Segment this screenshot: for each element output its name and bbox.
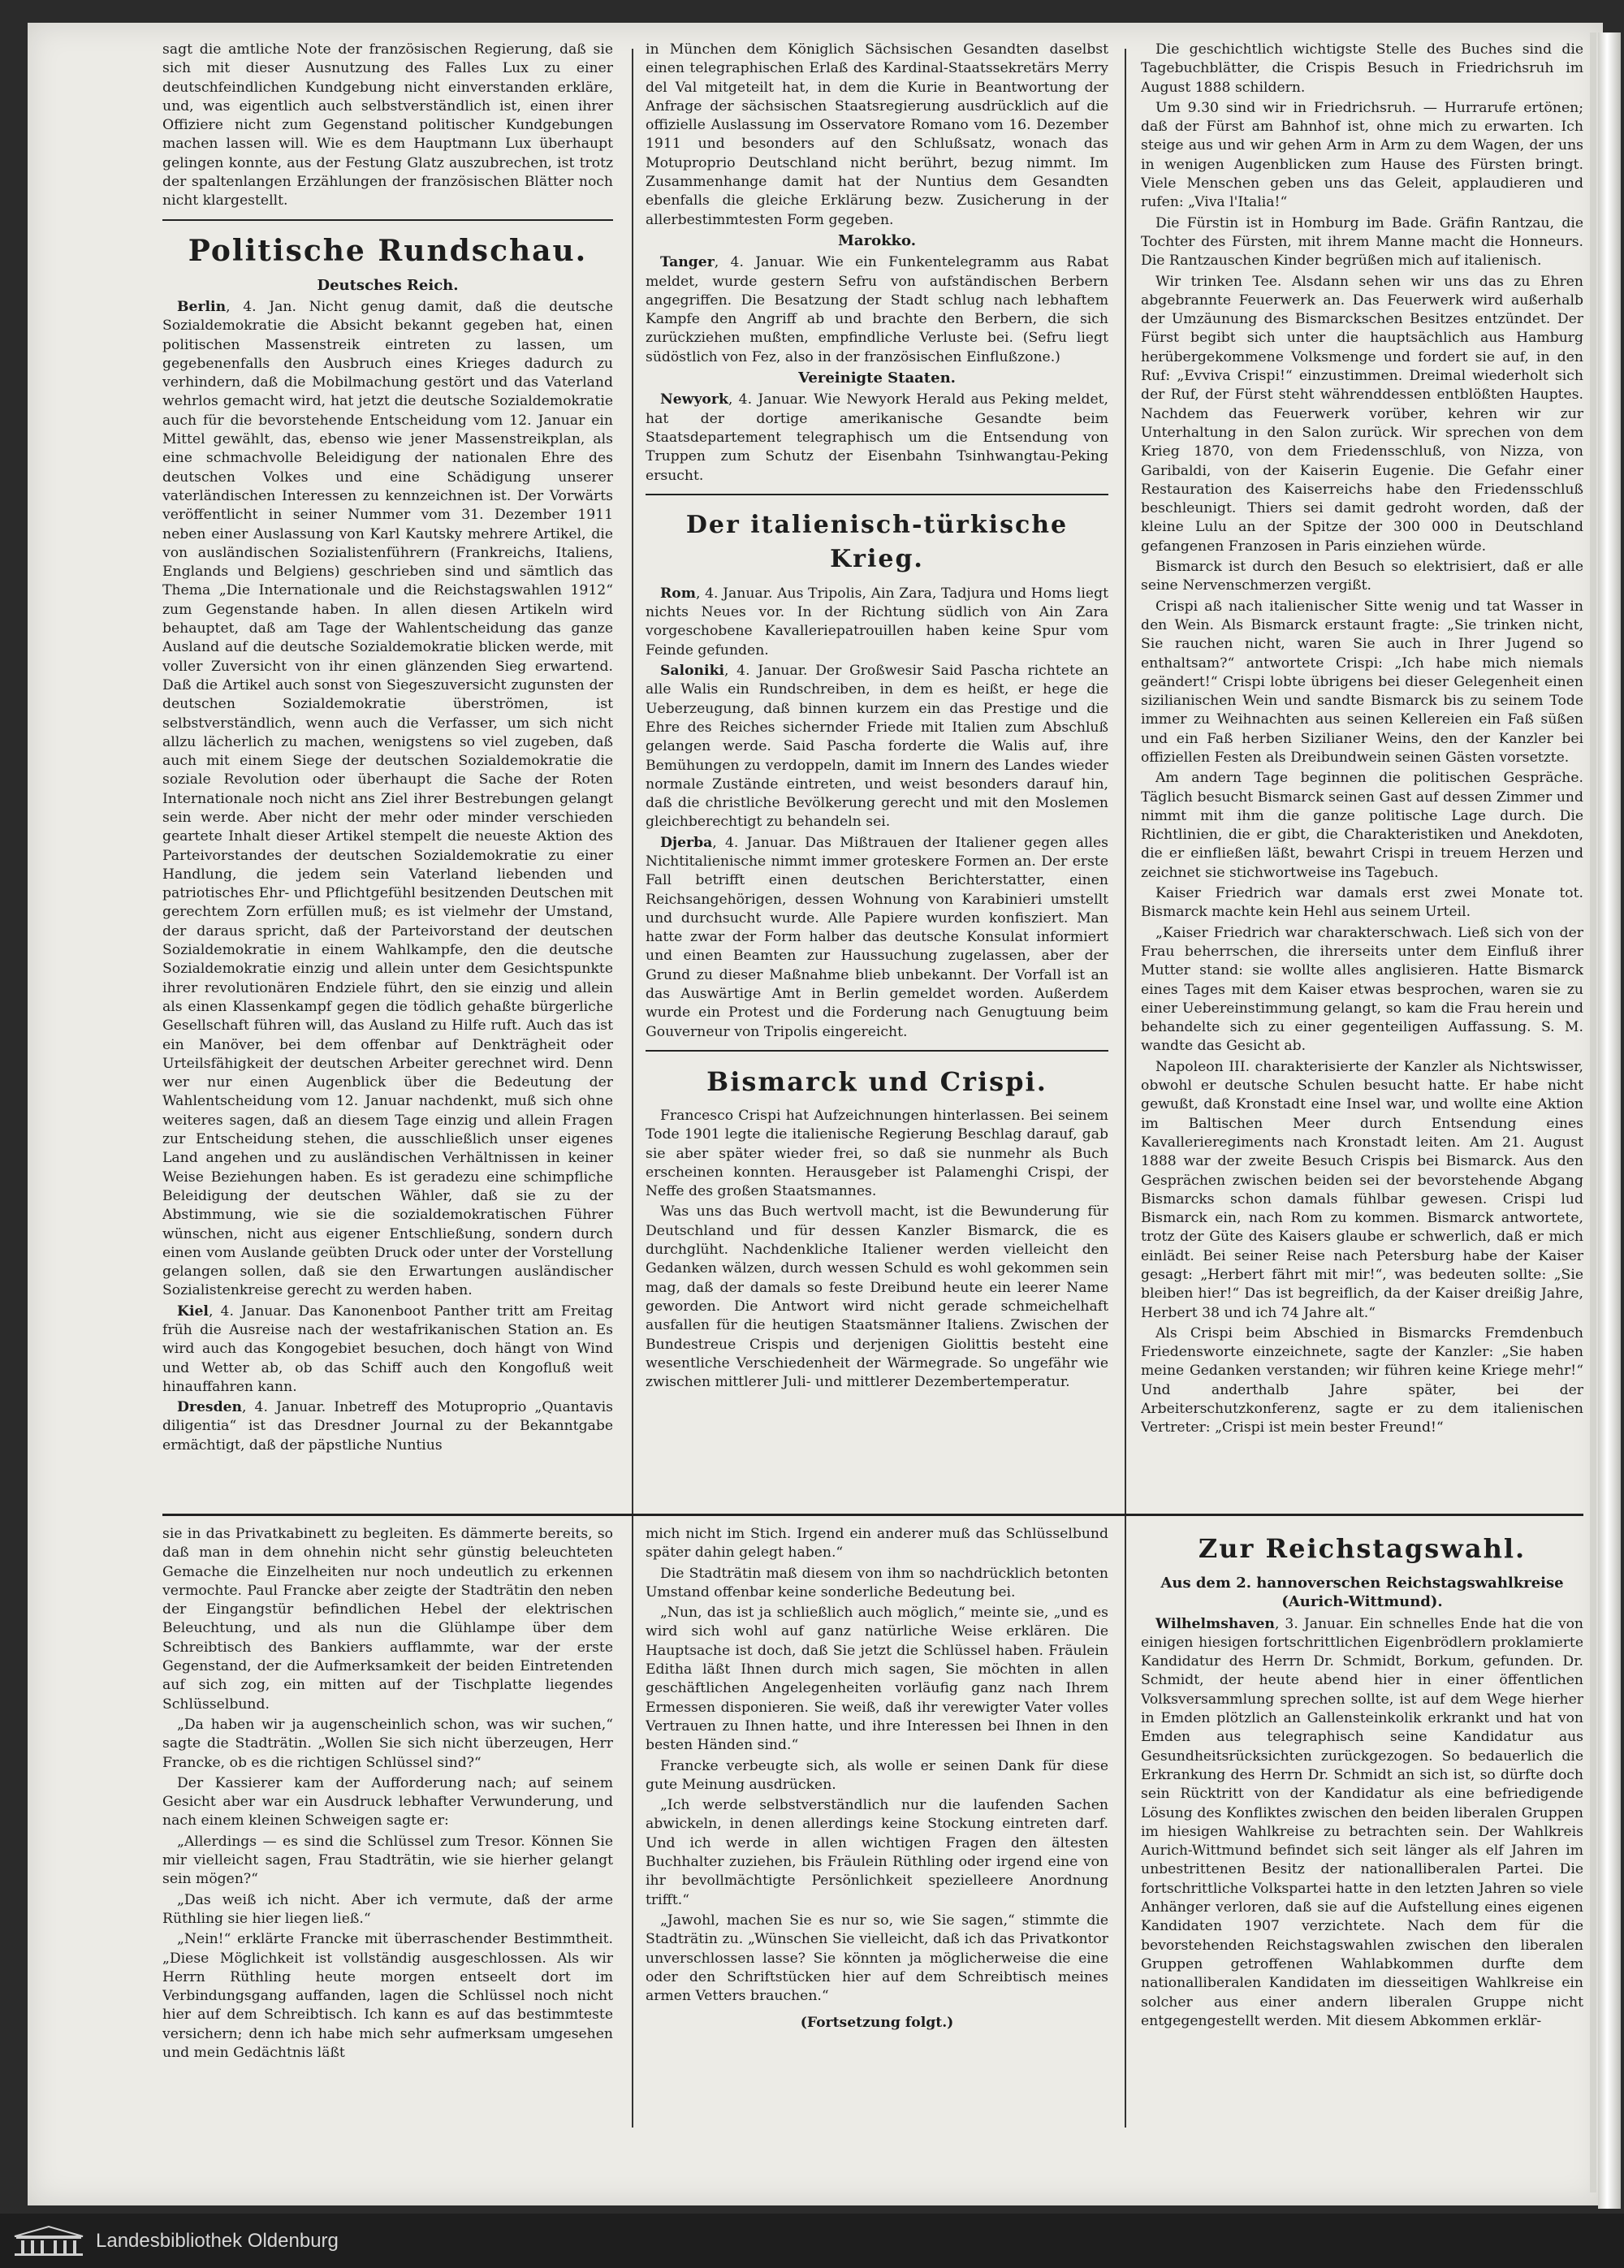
dateline: Dresden <box>177 1399 243 1416</box>
subsection-heading: Vereinigte Staaten. <box>798 369 956 387</box>
library-name: Landesbibliothek Oldenburg <box>96 2229 339 2252</box>
column-divider <box>632 49 633 2128</box>
news-item: Wilhelmshaven, 3. Januar. Ein schnelles Ende hat die von einigen hiesigen fortschrittlichen Eigenbrödlern proklamierte Kandidatur des Herrn Dr. Schmidt, Borkum, gefunden. Dr. Schmidt, der heute abend hier in einer öffentlichen Volksversammlung sprechen sollte, ist auf dem Wege hierher in Emden plötzlich an Gallensteinkolik erkrankt und hat von Emden aus telegraphisch seine Kandidatur aus Gesundheitsrücksichten zurückgezogen. So bedauerlich die Erkrankung des Herrn Dr. Schmidt an sich ist, so dürfte doch sein Rücktritt von der Kandidatur als eine befriedigende Lösung des Konfliktes zwischen den beiden liberalen Gruppen im hiesigen Wahlkreise zu betrachten sein. Der Wahlkreis Aurich-Wittmund befindet sich seit länger als elf Jahren im unbestrittenen Besitz der nationalliberalen Partei. Die fortschrittliche Volkspartei hatte in den letzten Jahren so viele Anhänger verloren, daß sie auf die Aufstellung eines eigenen Kandidaten 1907 verzichtete. Nach dem für die bevorstehenden Reichstagswahlen zwischen den liberalen Gruppen getroffenen Wahlabkommen durfte dem nationalliberalen Kandidaten im diesseitigen Wahlkreise ein solcher aus einer andern liberalen Gruppe nicht entgegengestellt werden. Mit diesem Abkommen erklär- <box>1141 1615 1583 2029</box>
story-text: „Allerdings — es sind die Schlüssel zum Tresor. Können Sie mir vielleicht sagen, Frau Stadträtin, wie sie hierher gelangt sein mögen?“ <box>162 1833 613 1888</box>
column-1 <box>162 41 613 1514</box>
election-column <box>1141 1525 1583 2126</box>
dateline: Berlin <box>177 298 227 315</box>
dateline: Rom <box>660 585 696 602</box>
story-text: „Jawohl, machen Sie es nur so, wie Sie sagen,“ stimmte die Stadträtin zu. „Wünschen Sie vielleicht, daß ich das Privatkontor unverschlossen lasse? Sie könnten ja möglicherweise die eine oder den Schriftstücken hier auf dem Schreibtisch meines armen Vetters brauchen.“ <box>646 1912 1108 2005</box>
news-item: Djerba, 4. Januar. Das Mißtrauen der Italiener gegen alles Nichtitalienische nimmt immer groteskere Formen an. Der erste Fall betrifft einen deutschen Berichterstatter, einen Reichsangehörigen, dessen Wohnung von Karabinieri umstellt und durchsucht wurde. Alle Papiere wurden konfisziert. Man hatte zwar der Form halber das deutsche Konsulat informiert und einen Beamten zur Haussuchung zugelassen, aber der Grund zu dieser Maßnahme blieb unbekannt. Der Vorfall ist an das Auswärtige Amt in Berlin gemeldet worden. Außerdem wurde ein Protest und die Forderung nach Genugtuung beim Gouverneur von Tripolis eingereicht. <box>646 834 1108 1040</box>
column-divider <box>1125 49 1126 2128</box>
dateline: Saloniki <box>660 663 725 680</box>
subsection-heading: Deutsches Reich. <box>317 276 459 294</box>
section-heading: Zur Reichstagswahl. <box>1198 1533 1527 1564</box>
section-rule <box>646 1050 1108 1052</box>
story-text: Der Kassierer kam der Aufforderung nach; auf seinem Gesicht aber war ein Ausdruck lebhafter Verwunderung, und nach einem kleinen Schweigen sagte er: <box>162 1774 613 1830</box>
story-text: „Da haben wir ja augenscheinlich schon, was wir suchen,“ sagte die Stadträtin. „Wollen Sie sich nicht überzeugen, Herr Francke, ob es die richtigen Schlüssel sind?“ <box>162 1716 613 1771</box>
article-text: Crispi aß nach italienischer Sitte wenig und tat Wasser in den Wein. Als Bismarck erstaunt fragte: „Sie trinken nicht, Sie rauchen nicht, waren Sie auch in Ihrer Jugend so enthaltsam?“ antwortete Crispi: „Ich habe mich niemals geändert!“ Crispi lobte übrigens bei dieser Gelegenheit einen sizilianischen Wein und sandte Bismarck bis zu seinem Tode immer zu Weihnachten aus seinen Kellereien ein Faß süßen und ein Faß herben Sizilianer Weins, den der Kanzler bei offiziellen Festen als Dreibundwein seinen Gästen vorsetzte. <box>1141 598 1583 766</box>
article-text: in München dem Königlich Sächsischen Gesandten daselbst einen telegraphischen Erlaß des Kardinal-Staatssekretärs Merry del Val mitgeteilt hat, in dem die Kurie in Beantwortung der Anfrage der sächsischen Staatsregierung ausdrücklich auf die offizielle Auslassung im Osservatore Romano vom 16. Dezember 1911 und besonders auf den Schlußsatz, wonach das Motuproprio Deutschland nicht berührt, bezug nimmt. Im Zusammenhange damit hat der Nuntius dem Gesandten ebenfalls die gleiche Erklärung bezw. Zusicherung in der allerbestimmtesten Form gegeben. <box>646 41 1108 228</box>
article-text: Kaiser Friedrich war damals erst zwei Monate tot. Bismarck machte kein Hehl aus seinem Urteil. <box>1141 885 1583 921</box>
article-text: Bismarck ist durch den Besuch so elektrisiert, daß er alle seine Nervenschmerzen vergißt. <box>1141 559 1583 594</box>
dateline: Newyork <box>660 391 728 408</box>
story-text: Francke verbeugte sich, als wolle er seinen Dank für diese gute Meinung ausdrücken. <box>646 1757 1108 1793</box>
news-item: Rom, 4. Januar. Aus Tripolis, Ain Zara, Tadjura und Homs liegt nichts Neues vor. In der Richtung südlich von Ain Zara vorgeschobene Kavalleriepatrouillen haben keine Spur vom Feinde gefunden. <box>646 585 1108 659</box>
article-text: Wir trinken Tee. Alsdann sehen wir uns das zu Ehren abgebrannte Feuerwerk an. Das Feuerwerk wird außerhalb der Umzäunung des Bismarckschen Besitzes entzündet. Der Fürst begibt sich unter die hauptsächlich aus Hamburg herübergekommene Volksmenge und fordert sie auf, in den Ruf: „Evviva Crispi!“ einzustimmen. Dreimal wiederholt sich der Ruf, der Fürst steht währenddessen entblößten Hauptes. Nachdem das Feuerwerk vorüber, kehren wir zur Unterhaltung in den Salon zurück. Wir sprechen von dem Krieg 1870, von dem Friedensschluß, von Nizza, von Garibaldi, von der Kaiserin Eugenie. Die Gefahr einer Restauration des Kaiserreichs habe den Friedensschluß beschleunigt. Thiers sei damit gedroht worden, daß der kleine Lulu an der Spitze der 300 000 in Deutschland gefangenen Franzosen in Paris einziehen würde. <box>1141 273 1583 555</box>
subsection-heading: Aus dem 2. hannoverschen Reichstagswahlkreise (Aurich-Wittmund). <box>1160 1575 1564 1611</box>
story-text: „Das weiß ich nicht. Aber ich vermute, daß der arme Rüthling sie hier liegen ließ.“ <box>162 1891 613 1927</box>
dateline: Wilhelmshaven <box>1155 1615 1275 1632</box>
story-text: sie in das Privatkabinett zu begleiten. Es dämmerte bereits, so daß man in dem ohnehin nicht sehr günstig beleuchteten Gemache die Einzelheiten nur noch undeutlich zu erkennen vermochte. Paul Francke aber zeigte der Stadträtin den neben der Eingangstür befindlichen Hebel der elektrischen Beleuchtung, und als nun die Glühlampe über dem Schreibtisch des Bankiers aufflammte, war der erste Gegenstand, der die Aufmerksamkeit der beiden Eintretenden auf sich zog, ein mitten auf der Tischplatte liegendes Schlüsselbund. <box>162 1526 613 1713</box>
news-item: Kiel, 4. Januar. Das Kanonenboot Panther tritt am Freitag früh die Ausreise nach der westafrikanischen Station an. Es wird auch das Kongogebiet besuchen, doch hängt von Wind und Wetter ab, ob das Schiff auch den Kongofluß weit hinauffahren kann. <box>162 1302 613 1395</box>
section-heading: Bismarck und Crispi. <box>706 1065 1047 1097</box>
story-text: „Nein!“ erklärte Francke mit überraschender Bestimmtheit. „Diese Möglichkeit ist vollständig ausgeschlossen. Als wir Herrn Rüthling heute morgen entseelt dort im Verbindungsgang auffanden, lagen die Schlüssel noch nicht hier auf dem Schreibtisch. Ich kann es auf das bestimmteste versichern; denn ich habe mich sehr aufmerksam umgesehen und mein Gedächtnis läßt <box>162 1931 613 2062</box>
section-rule <box>162 219 613 221</box>
dateline: Djerba <box>660 834 713 851</box>
continuation-note: (Fortsetzung folgt.) <box>800 2015 954 2032</box>
section-rule <box>646 494 1108 495</box>
article-text: Am andern Tage beginnen die politischen Gespräche. Täglich besucht Bismarck seinen Gast auf dessen Zimmer und nimmt mit ihm die ganze politische Lage durch. Die Richtlinien, die er gibt, die Charakteristiken und Anekdoten, die er einfließen läßt, bewahrt Crispi in treuem Herzen und zeichnet sie stichwortweise ins Tagebuch. <box>1141 770 1583 881</box>
article-text: Was uns das Buch wertvoll macht, ist die Bewunderung für Deutschland und für dessen Kanzler Bismarck, die es durchglüht. Nachdenkliche Italiener werden vielleicht den Gedanken wälzen, durch wessen Schuld es wohl gekommen sein mag, daß der damals so feste Dreibund heute ein leerer Name geworden. Die Antwort wird nicht gerade schmeichelhaft ausfallen für die heutigen Staatsmänner Italiens. Zwischen der Bundestreue Crispis und derjenigen Giolittis besteht eine wesentliche Verschiedenheit der Wärmegrade. So ungefähr wie zwischen mittlerer Juli- und mittlerer Dezembertemperatur. <box>646 1203 1108 1391</box>
article-text: Napoleon III. charakterisierte der Kanzler als Nichtswisser, obwohl er deutsche Schulen besucht hatte. Er habe nicht gewußt, daß Kronstadt eine Insel war, und wollte eine Aktion im Baltischen Meer durch Entsendung eines Kavallerieregiments nach Kronstadt leiten. Am 21. August 1888 war der zweite Besuch Crispis bei Bismarck. Aus den Gesprächen zwischen beiden sei der bevorstehende Abgang Bismarcks schon damals fühlbar gewesen. Crispi lud Bismarck ein, nach Rom zu kommen. Bismarck antwortete, trotz der Güte des Kaisers glaube er schwerlich, daß er mich einlädt. Bei seiner Reise nach Petersburg habe der Kaiser gesagt: „Herbert fährt mit mir!“, was bedeuten sollte: „Sie bleiben hier!“ Das ist begreiflich, da der Kaiser dreißig Jahre, Herbert 38 und ich 74 Jahre alt.“ <box>1141 1058 1583 1321</box>
section-heading: Politische Rundschau. <box>188 233 588 268</box>
next-page-edge <box>1590 32 1596 2192</box>
story-text: mich nicht im Stich. Irgend ein anderer muß das Schlüsselbund später dahin gelegt haben.“ <box>646 1526 1108 1562</box>
article-text: Als Crispi beim Abschied in Bismarcks Fremdenbuch Friedensworte einzeichnete, sagte der Kanzler: „Sie haben meine Gedanken verstanden; wir führen keine Kriege mehr!“ Und anderthalb Jahre später, bei der Arbeiterschutzkonferenz, sagte er zu dem italienischen Vertreter: „Crispi ist mein bester Freund!“ <box>1141 1324 1583 1436</box>
article-text: „Kaiser Friedrich war charakterschwach. Ließ sich von der Frau beherrschen, die ihrerseits unter dem Einfluß ihrer Mutter stand: sie wollte alles anglisieren. Hatte Bismarck eines Tages mit dem Kaiser etwas besprochen, waren sie zu einer Uebereinstimmung gelangt, so kam die Frau herein und behandelte sich zu einer gegenteiligen Auffassung. S. M. wandte das Gesicht ab. <box>1141 924 1583 1055</box>
section-heading: Der italienisch-türkische Krieg. <box>685 510 1069 573</box>
article-text: sagt die amtliche Note der französischen Regierung, daß sie sich mit dieser Ausnutzung des Falles Lux zu einer deutschfeindlichen Kundgebung nicht einverstanden erkläre, und, was eigentlich auch selbstverständlich ist, einen ihrer Offiziere nicht zum Gegenstand politischer Kundgebungen machen lassen will. Wie es dem Hauptmann Lux überhaupt gelingen konnte, aus der Festung Glatz auszubrechen, ist trotz der spaltenlangen Erzählungen der französischen Blätter noch nicht klargestellt. <box>162 41 613 210</box>
feuilleton-column-2 <box>646 1525 1108 2126</box>
column-2 <box>646 41 1108 1514</box>
article-text: Die geschichtlich wichtigste Stelle des Buches sind die Tagebuchblätter, die Crispis Besuch in Friedrichsruh im August 1888 schildern. <box>1141 41 1583 96</box>
news-item: Dresden, 4. Januar. Inbetreff des Motuproprio „Quantavis diligentia“ ist das Dresdner Journal zu der Bekanntgabe ermächtigt, daß der päpstliche Nuntius <box>162 1399 613 1454</box>
column-3 <box>1141 41 1583 1514</box>
news-item: Saloniki, 4. Januar. Der Großwesir Said Pascha richtete an alle Walis ein Rundschreiben, in dem es heißt, er hege die Ueberzeugung, daß binnen kurzem ein das Prestige und die Ehre des Reiches sichernder Friede mit Italien zum Abschluß gelangen werde. Said Pascha forderte die Walis auf, ihre Bemühungen zu verdoppeln, damit im Innern des Landes wieder normale Zustände eintreten, und weist besonders darauf hin, daß die christliche Bevölkerung gerecht und mit den Moslemen gleichberechtigt zu behandeln sei. <box>646 663 1108 831</box>
library-building-icon <box>11 2225 86 2257</box>
subsection-heading: Marokko. <box>838 231 916 249</box>
article-text: Francesco Crispi hat Aufzeichnungen hinterlassen. Bei seinem Tode 1901 legte die italienische Regierung Beschlag darauf, gab sie aber später wieder frei, so daß sie nunmehr als Buch erscheinen konnten. Herausgeber ist Palamenghi Crispi, der Neffe des großen Staatsmannes. <box>646 1107 1108 1200</box>
feuilleton-column-1 <box>162 1525 613 2126</box>
article-text: Die Fürstin ist in Homburg im Bade. Gräfin Rantzau, die Tochter des Fürsten, mit ihrem Manne macht die Honneurs. Die Rantzauschen Kinder begrüßen mich auf italienisch. <box>1141 214 1583 270</box>
dateline: Tanger <box>660 254 715 271</box>
story-text: Die Stadträtin maß diesem von ihm so nachdrücklich betonten Umstand offenbar keine sonderliche Bedeutung bei. <box>646 1565 1108 1601</box>
page-edge <box>1598 32 1621 2209</box>
news-item: Newyork, 4. Januar. Wie Newyork Herald aus Peking meldet, hat der dortige amerikanische Gesandte beim Staatsdepartement telegraphisch um die Entsendung von Truppen zum Schutz der Eisenbahn Tsinhwangtau-Peking ersucht. <box>646 391 1108 484</box>
news-item: Berlin, 4. Jan. Nicht genug damit, daß die deutsche Sozialdemokratie die Absicht bekannt gegeben hat, einen politischen Massenstreik eintreten zu lassen, um gegebenenfalls den Ausbruch eines Krieges dadurch zu verhindern, daß die Mobilmachung gestört und das Vaterland wehrlos gemacht wird, hat jetzt die deutsche Sozialdemokratie auch für die bevorstehende Entscheidung vom 12. Januar ein Mittel gewählt, das, ebenso wie jener Massenstreikplan, als eine schmachvolle Beleidigung der nationalen Ehre des deutschen Volkes und eine Schädigung unserer vaterländischen Interessen zu kennzeichnen ist. Der Vorwärts veröffentlicht in seiner Nummer vom 31. Dezember 1911 neben einer Auslassung von Karl Kautsky mehrere Artikel, die von ausländischen Sozialistenführern (Frankreichs, Italiens, Englands und Belgiens) geschrieben sind und sämtlich das Thema „Die Internationale und die Reichstagswahlen 1912“ zum Gegenstande haben. In allen diesen Artikeln wird behauptet, daß am Tage der Wahlentscheidung das ganze Ausland auf die deutsche Sozialdemokratie blicken werde, mit voller Zuversicht von ihr einen glänzenden Sieg erwartend. Daß die Artikel auch sonst von Siegeszuversicht zugunsten der deutschen Sozialdemokratie überströmen, ist selbstverständlich, wenn auch die Verfasser, um sich nicht allzu lächerlich zu machen, wenigstens so viel zugeben, daß auch mit einem Siege der deutschen Sozialdemokratie die soziale Revolution oder überhaupt die Sache der Roten Internationale noch nicht ans Ziel ihrer Bestrebungen gelangt sein werde. Aber nicht der mehr oder minder verschieden geartete Inhalt dieser Artikel stempelt die neueste Aktion des Parteivorstandes der deutschen Sozialdemokratie zu einer Handlung, die jedem sein Vaterland liebenden und patriotisches Ehr- und Pflichtgefühl besitzenden Deutschen mit gerechtem Zorn erfüllen muß; es ist vielmehr der Umstand, der daraus spricht, daß der Parteivorstand der deutschen Sozialdemokratie in einem Wahlkampfe, den die deutsche Sozialdemokratie einzig und allein unter dem Gesichtspunkte ihrer revolutionären Endziele führt, den sie einzig und allein als einen Klassenkampf gegen die tödlich gehaßte bürgerliche Gesellschaft führen will, das Ausland zu Hilfe ruft. Auch das ist ein Manöver, bei dem offenbar auf Denkträgheit oder Urteilsfähigkeit der deutschen Arbeiter gerechnet wird. Denn wer nur einen Augenblick über die Bedeutung der Wahlentscheidung vom 12. Januar nachdenkt, muß sich ohne weiteres sagen, daß an diesem Tage einzig und allein Fragen zur Entscheidung stehen, die ausschließlich unser eigenes Land angehen und zu ausländischen Verhältnissen in keiner Weise Beziehungen haben. Es ist geradezu eine schimpfliche Beleidigung der deutschen Wähler, daß sie zu der Abstimmung, wie sie die sozialdemokratischen Führer wünschen, nicht aus eigener Entschließung, sondern durch einen vom Auslande geübten Druck oder unter der Vorstellung gelangen sollen, daß sie den Erwartungen ausländischer Sozialistenkreise gerecht zu werden haben. <box>162 298 613 1299</box>
story-text: „Ich werde selbstverständlich nur die laufenden Sachen abwickeln, in denen allerdings keine Stockung eintreten darf. Und ich werde in allen wichtigen Fragen den ältesten Buchhalter zuziehen, bis Fräulein Rüthling oder irgend eine von ihr bevollmächtigte Persönlichkeit spezielleere Anordnung trifft.“ <box>646 1797 1108 1908</box>
library-footer <box>0 2214 1624 2268</box>
article-text: Um 9.30 sind wir in Friedrichsruh. — Hurrarufe ertönen; daß der Fürst am Bahnhof ist, ohne mich zu erwarten. Ich steige aus und wir gehen Arm in Arm zu dem Wagen, der uns in wenigen Augenblicken zum Hause des Fürsten bringt. Viele Menschen geben uns das Geleit, applaudieren und rufen: „Viva l'Italia!“ <box>1141 99 1583 211</box>
story-text: „Nun, das ist ja schließlich auch möglich,“ meinte sie, „und es wird sich wohl auf ganz natürliche Weise erklären. Die Hauptsache ist doch, daß Sie jetzt die Schlüssel haben. Fräulein Editha läßt Ihnen durch mich sagen, Sie möchten in allen geschäftlichen Angelegenheiten vorläufig ganz nach Ihrem Ermessen disponieren. Sie weiß, daß ihr verewigter Vater volles Vertrauen zu Ihnen hatte, und ihre Interessen bei Ihnen in den besten Händen sind.“ <box>646 1605 1108 1754</box>
news-item: Tanger, 4. Januar. Wie ein Funkentelegramm aus Rabat meldet, wurde gestern Sefru von aufständischen Berbern angegriffen. Die Besatzung der Stadt schlug nach lebhaftem Kampfe den Angriff ab und brachte den Berbern, die sich zurückziehen mußten, empfindliche Verluste bei. (Sefru liegt südöstlich von Fez, also in der französischen Einflußzone.) <box>646 254 1108 365</box>
dateline: Kiel <box>177 1302 209 1320</box>
